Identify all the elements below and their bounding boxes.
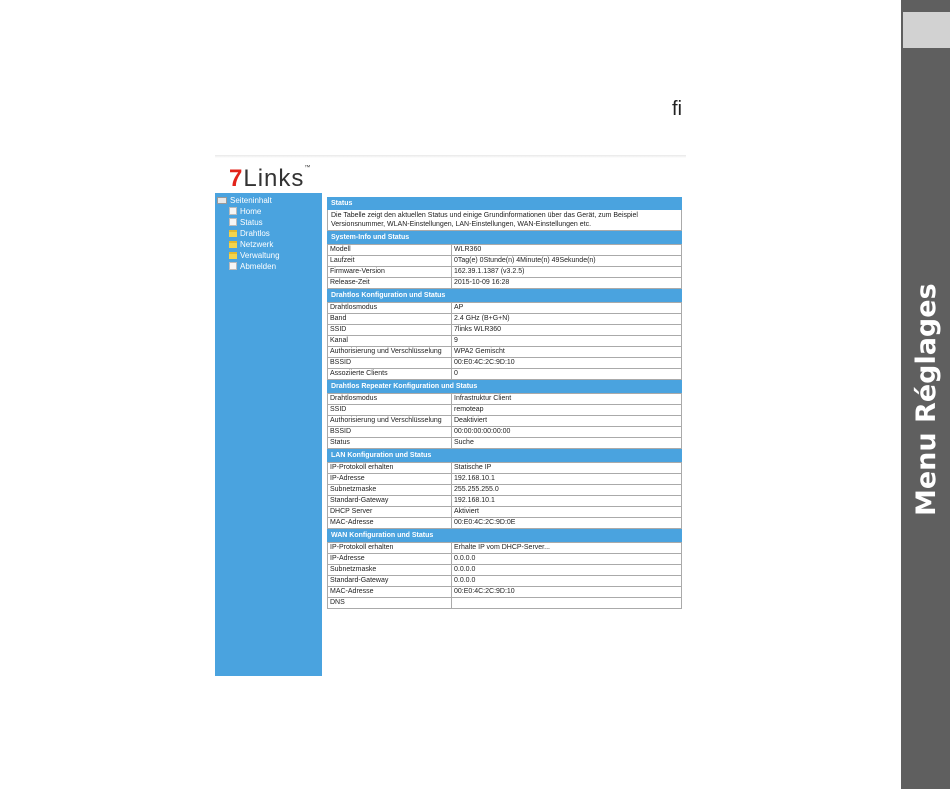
table-row (328, 474, 682, 485)
table-row (328, 256, 682, 267)
row-value: 0 (452, 369, 682, 380)
row-value: remoteap (452, 405, 682, 416)
row-value: 2015-10-09 16:28 (452, 278, 682, 289)
sidebar-item-status[interactable] (215, 217, 322, 228)
row-value: 00:E0:4C:2C:9D:0E (452, 518, 682, 529)
table-row (328, 303, 682, 314)
row-label: Subnetzmaske (328, 485, 452, 496)
row-value: 0Tag(e) 0Stunde(n) 4Minute(n) 49Sekunde(n) (452, 256, 682, 267)
section-header: Drahtlos Konfiguration und Status (327, 289, 682, 302)
sidebar-item-label: Abmelden (240, 262, 277, 271)
row-label: IP-Adresse (328, 474, 452, 485)
status-sections (327, 231, 682, 609)
row-label: DNS (328, 598, 452, 609)
7links-logo: 7Links™ (229, 165, 312, 192)
folder-icon (229, 241, 237, 248)
side-tab-marker (903, 12, 950, 48)
router-screenshot (215, 155, 686, 676)
row-value: 7links WLR360 (452, 325, 682, 336)
row-label: Firmware-Version (328, 267, 452, 278)
row-value: 00:E0:4C:2C:9D:10 (452, 587, 682, 598)
table-row (328, 325, 682, 336)
stray-glyph: ﬁ (672, 98, 682, 120)
table-row (328, 394, 682, 405)
sidebar-item-label: Home (240, 207, 262, 216)
section-table (327, 393, 682, 449)
row-value: 00:E0:4C:2C:9D:10 (452, 358, 682, 369)
row-label: Status (328, 438, 452, 449)
row-label: Kanal (328, 336, 452, 347)
row-value: Aktiviert (452, 507, 682, 518)
table-row (328, 278, 682, 289)
row-label: Standard-Gateway (328, 576, 452, 587)
row-label: BSSID (328, 358, 452, 369)
row-value: 00:00:00:00:00:00 (452, 427, 682, 438)
table-row (328, 427, 682, 438)
row-label: Laufzeit (328, 256, 452, 267)
row-label: IP-Protokoll erhalten (328, 543, 452, 554)
folder-icon (229, 252, 237, 259)
section-header: System-Info und Status (327, 231, 682, 244)
row-label: Drahtlosmodus (328, 303, 452, 314)
row-value: 0.0.0.0 (452, 554, 682, 565)
row-value: WLR360 (452, 245, 682, 256)
sidebar (215, 193, 322, 676)
row-label: Drahtlosmodus (328, 394, 452, 405)
table-row (328, 496, 682, 507)
row-label: Release-Zeit (328, 278, 452, 289)
sidebar-item-label: Seiteninhalt (230, 196, 272, 205)
row-value: Infrastruktur Client (452, 394, 682, 405)
row-value (452, 598, 682, 609)
sidebar-item-drahtlos[interactable] (215, 228, 322, 239)
table-row (328, 405, 682, 416)
row-label: Subnetzmaske (328, 565, 452, 576)
row-value: 192.168.10.1 (452, 474, 682, 485)
row-label: DHCP Server (328, 507, 452, 518)
table-row (328, 369, 682, 380)
sidebar-item-seiteninhalt[interactable] (215, 195, 322, 206)
row-label: SSID (328, 325, 452, 336)
row-label: Band (328, 314, 452, 325)
row-value: 255.255.255.0 (452, 485, 682, 496)
row-label: Modell (328, 245, 452, 256)
sidebar-item-label: Drahtlos (240, 229, 270, 238)
sidebar-item-label: Netzwerk (240, 240, 274, 249)
row-label: Assoziierte Clients (328, 369, 452, 380)
page-icon (229, 218, 237, 226)
row-label: IP-Adresse (328, 554, 452, 565)
row-value: 9 (452, 336, 682, 347)
row-value: Statische IP (452, 463, 682, 474)
sidebar-nav (215, 193, 322, 272)
table-row (328, 485, 682, 496)
table-row (328, 565, 682, 576)
sidebar-item-netzwerk[interactable] (215, 239, 322, 250)
table-row (328, 416, 682, 427)
row-value: 2.4 GHz (B+G+N) (452, 314, 682, 325)
row-label: MAC-Adresse (328, 518, 452, 529)
row-value: 192.168.10.1 (452, 496, 682, 507)
row-value: Suche (452, 438, 682, 449)
section-header: WAN Konfiguration und Status (327, 529, 682, 542)
table-row (328, 576, 682, 587)
table-row (328, 554, 682, 565)
folder-icon (229, 230, 237, 237)
row-label: Authorisierung und Verschlüsselung (328, 347, 452, 358)
sidebar-item-home[interactable] (215, 206, 322, 217)
table-row (328, 598, 682, 609)
page-icon (229, 262, 237, 270)
side-tab-label: Menu Réglages (911, 283, 942, 516)
table-row (328, 267, 682, 278)
row-label: SSID (328, 405, 452, 416)
section-table (327, 462, 682, 529)
status-description: Die Tabelle zeigt den aktuellen Status und einige Grundinformationen über das Gerät, zum Beispiel Versionsnummer, WLAN-Einstellungen, LAN-Einstellungen, WAN-Einstellungen etc. (327, 210, 682, 231)
table-row (328, 314, 682, 325)
section-header: Drahtlos Repeater Konfiguration und Status (327, 380, 682, 393)
table-row (328, 543, 682, 554)
table-row (328, 518, 682, 529)
row-value: Deaktiviert (452, 416, 682, 427)
status-header: Status (327, 197, 682, 210)
table-row (328, 347, 682, 358)
status-content (327, 197, 682, 609)
table-row (328, 587, 682, 598)
table-row (328, 358, 682, 369)
row-value: 0.0.0.0 (452, 576, 682, 587)
table-row (328, 507, 682, 518)
page-icon (229, 207, 237, 215)
table-row (328, 438, 682, 449)
row-label: IP-Protokoll erhalten (328, 463, 452, 474)
table-row (328, 245, 682, 256)
row-label: BSSID (328, 427, 452, 438)
row-label: Authorisierung und Verschlüsselung (328, 416, 452, 427)
side-tab (901, 0, 950, 789)
row-value: Erhalte IP vom DHCP-Server... (452, 543, 682, 554)
row-value: AP (452, 303, 682, 314)
section-table (327, 244, 682, 289)
sidebar-item-abmelden[interactable] (215, 261, 322, 272)
row-value: 162.39.1.1387 (v3.2.5) (452, 267, 682, 278)
root-icon (217, 197, 227, 204)
row-label: Standard-Gateway (328, 496, 452, 507)
sidebar-item-label: Verwaltung (240, 251, 280, 260)
row-value: WPA2 Gemischt (452, 347, 682, 358)
row-label: MAC-Adresse (328, 587, 452, 598)
row-value: 0.0.0.0 (452, 565, 682, 576)
section-table (327, 542, 682, 609)
table-row (328, 336, 682, 347)
table-row (328, 463, 682, 474)
section-table (327, 302, 682, 380)
sidebar-item-verwaltung[interactable] (215, 250, 322, 261)
section-header: LAN Konfiguration und Status (327, 449, 682, 462)
sidebar-item-label: Status (240, 218, 263, 227)
